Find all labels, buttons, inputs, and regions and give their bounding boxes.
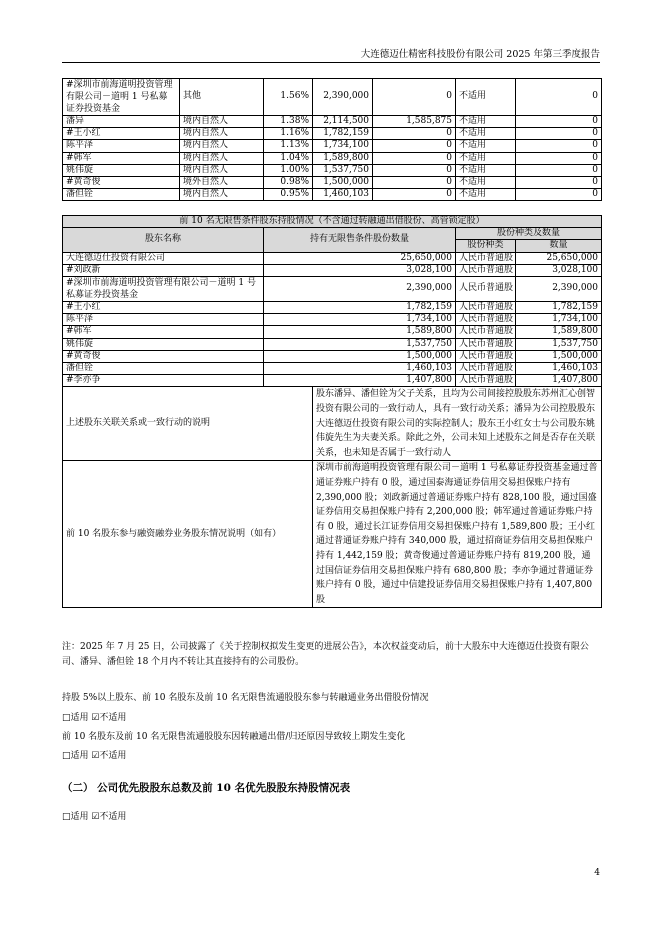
note-text: 注：2025 年 7 月 25 日，公司披露了《关于控制权拟发生变更的进展公告》，本次权益变动后，前十大股东中大连德迈仕投资有限公司、潘异、潘但铨 18 个月内不转让其直接持有的公司股份。 <box>62 642 589 667</box>
table-row <box>63 128 602 140</box>
unrestricted-share-qty: 25,650,000 <box>516 252 602 264</box>
unrestricted-holders-table <box>62 215 602 608</box>
unrestricted-holder-name: #王小红 <box>63 302 264 314</box>
table-row <box>63 350 602 362</box>
holder-shares: 1,734,100 <box>313 140 373 152</box>
holder-name: #黄奇俊 <box>63 177 180 189</box>
holder-name: #韩军 <box>63 152 180 164</box>
table-row <box>63 152 602 164</box>
unrestricted-share-qty: 3,028,100 <box>516 264 602 276</box>
unrestricted-share-type: 人民币普通股 <box>456 277 516 302</box>
holder-restricted: 0 <box>373 189 456 201</box>
holder-restricted: 0 <box>373 177 456 189</box>
checkbox-choice-2: □适用 ☑不适用 <box>62 751 127 761</box>
table-row <box>63 302 602 314</box>
holder-status: 不适用 <box>456 79 516 116</box>
margin-trading-label: 前 10 名股东参与融资融券业务股东情况说明（如有） <box>63 461 313 608</box>
unrestricted-share-qty: 1,782,159 <box>516 302 602 314</box>
holder-name: 潘异 <box>63 116 180 128</box>
holder-restricted: 0 <box>373 140 456 152</box>
holder-qty: 0 <box>516 116 602 128</box>
unrestricted-holder-shares: 2,390,000 <box>264 277 456 302</box>
holder-shares: 2,114,500 <box>313 116 373 128</box>
holder-name: 姚伟旋 <box>63 164 180 176</box>
section-title-preferred: （二） 公司优先股股东总数及前 10 名优先股股东持股情况表 <box>62 782 351 794</box>
holder-qty: 0 <box>516 140 602 152</box>
holder-pct: 1.16% <box>264 128 313 140</box>
table-row <box>63 264 602 276</box>
unrestricted-share-type: 人民币普通股 <box>456 314 516 326</box>
holder-nature: 境内自然人 <box>180 140 264 152</box>
unrestricted-share-type: 人民币普通股 <box>456 264 516 276</box>
holder-pct: 0.98% <box>264 177 313 189</box>
holder-nature: 其他 <box>180 79 264 116</box>
margin-trading-text: 深圳市前海道明投资管理有限公司－道明 1 号私募证券投资基金通过普通证券账户持有 0 股，通过国泰海通证券信用交易担保账户持有 2,390,000 股；刘政新通过普通证券账户持有 828,100 股，通过国盛证券信用交易担保账户持有 2,200,000 股；韩军通过普通证券账户持有 0 股，通过长江证券信用交易担保账户持有 1,589,800 股；王小红通过普通证券账户持有 340,000 股，通过招商证券信用交易担保账户持有 1,442,159 股；黄奇俊通过普通证券账户持有 819,200 股，通过国信证券信用交易担保账户持有 680,800 股；李亦争通过普通证券账户持有 0 股，通过中信建投证券信用交易担保账户持有 1,407,800 股 <box>313 461 602 608</box>
unrestricted-holder-shares: 1,407,800 <box>264 375 456 387</box>
unrestricted-share-type: 人民币普通股 <box>456 338 516 350</box>
table-row <box>63 140 602 152</box>
unrestricted-holder-name: 大连德迈仕投资有限公司 <box>63 252 264 264</box>
holder-restricted: 1,585,875 <box>373 116 456 128</box>
header-divider <box>62 62 600 63</box>
unrestricted-share-type: 人民币普通股 <box>456 350 516 362</box>
holder-shares: 1,460,103 <box>313 189 373 201</box>
col-header-type: 股份种类 <box>456 240 516 252</box>
holder-qty: 0 <box>516 152 602 164</box>
holder-pct: 1.38% <box>264 116 313 128</box>
unrestricted-holder-name: #黄奇俊 <box>63 350 264 362</box>
unrestricted-holder-shares: 25,650,000 <box>264 252 456 264</box>
unrestricted-share-type: 人民币普通股 <box>456 375 516 387</box>
holder-qty: 0 <box>516 189 602 201</box>
page-number: 4 <box>594 868 600 878</box>
col-header-type-group: 股份种类及数量 <box>456 228 602 240</box>
relation-text: 股东潘异、潘但铨为父子关系，且均为公司间接控股股东苏州汇心创智投资有限公司的一致行动人，具有一致行动关系；潘异为公司控股股东大连德迈仕投资有限公司的实际控制人；股东王小红女士与公司股东姚伟旋先生为夫妻关系。除此之外，公司未知上述股东之间是否存在关联关系，也未知是否属于一致行动人 <box>313 387 602 461</box>
holder-qty: 0 <box>516 79 602 116</box>
holder-status: 不适用 <box>456 140 516 152</box>
holder-nature: 境内自然人 <box>180 116 264 128</box>
holder-name: 陈平泽 <box>63 140 180 152</box>
unrestricted-share-qty: 1,407,800 <box>516 375 602 387</box>
checkbox-choice-1: □适用 ☑不适用 <box>62 713 127 723</box>
top-holders-table <box>62 78 602 201</box>
unrestricted-holder-shares: 1,500,000 <box>264 350 456 362</box>
unrestricted-holder-name: 潘但铨 <box>63 363 264 375</box>
table-row <box>63 189 602 201</box>
table-row <box>63 314 602 326</box>
table-row <box>63 252 602 264</box>
page-header: 大连德迈仕精密科技股份有限公司 2025 年第三季度报告 <box>360 49 600 60</box>
holder-shares: 1,589,800 <box>313 152 373 164</box>
holder-shares: 2,390,000 <box>313 79 373 116</box>
holder-pct: 1.04% <box>264 152 313 164</box>
unrestricted-holder-name: #刘政新 <box>63 264 264 276</box>
table-row <box>63 326 602 338</box>
holder-status: 不适用 <box>456 164 516 176</box>
holder-nature: 境内自然人 <box>180 152 264 164</box>
unrestricted-share-type: 人民币普通股 <box>456 326 516 338</box>
holder-pct: 1.00% <box>264 164 313 176</box>
holder-status: 不适用 <box>456 177 516 189</box>
unrestricted-holder-shares: 1,782,159 <box>264 302 456 314</box>
unrestricted-share-qty: 1,500,000 <box>516 350 602 362</box>
holder-restricted: 0 <box>373 79 456 116</box>
holder-name: #深圳市前海道明投资管理有限公司－道明 1 号私募证券投资基金 <box>63 79 180 116</box>
table-row <box>63 338 602 350</box>
col-header-shares: 持有无限售条件股份数量 <box>264 228 456 252</box>
col-header-qty: 数量 <box>516 240 602 252</box>
table-row <box>63 177 602 189</box>
holder-qty: 0 <box>516 177 602 189</box>
unrestricted-holder-name: 陈平泽 <box>63 314 264 326</box>
holder-qty: 0 <box>516 164 602 176</box>
table-row <box>63 116 602 128</box>
holder-nature: 境外自然人 <box>180 177 264 189</box>
unrestricted-share-qty: 2,390,000 <box>516 277 602 302</box>
unrestricted-share-type: 人民币普通股 <box>456 252 516 264</box>
table-row <box>63 164 602 176</box>
holder-qty: 0 <box>516 128 602 140</box>
unrestricted-share-type: 人民币普通股 <box>456 363 516 375</box>
unrestricted-holder-name: 姚伟旋 <box>63 338 264 350</box>
holder-shares: 1,537,750 <box>313 164 373 176</box>
table-row <box>63 79 602 116</box>
holder-shares: 1,500,000 <box>313 177 373 189</box>
holder-nature: 境内自然人 <box>180 164 264 176</box>
unrestricted-holder-name: #深圳市前海道明投资管理有限公司－道明 1 号私募证券投资基金 <box>63 277 264 302</box>
holder-status: 不适用 <box>456 189 516 201</box>
table-row <box>63 363 602 375</box>
checkbox-choice-3: □适用 ☑不适用 <box>62 812 127 822</box>
unrestricted-share-qty: 1,734,100 <box>516 314 602 326</box>
unrestricted-share-qty: 1,589,800 <box>516 326 602 338</box>
unrestricted-holder-name: #李亦争 <box>63 375 264 387</box>
holder-pct: 1.13% <box>264 140 313 152</box>
unrestricted-holder-shares: 1,460,103 <box>264 363 456 375</box>
unrestricted-holder-name: #韩军 <box>63 326 264 338</box>
holder-status: 不适用 <box>456 128 516 140</box>
unrestricted-share-qty: 1,460,103 <box>516 363 602 375</box>
unrestricted-share-qty: 1,537,750 <box>516 338 602 350</box>
holder-restricted: 0 <box>373 164 456 176</box>
unrestricted-share-type: 人民币普通股 <box>456 302 516 314</box>
holder-restricted: 0 <box>373 128 456 140</box>
unrestricted-holder-shares: 1,589,800 <box>264 326 456 338</box>
holder-nature: 境内自然人 <box>180 189 264 201</box>
col-header-name: 股东名称 <box>63 228 264 252</box>
paragraph-lending: 持股 5%以上股东、前 10 名股东及前 10 名无限售流通股股东参与转融通业务出借股份情况 <box>62 693 429 703</box>
holder-name: #王小红 <box>63 128 180 140</box>
table-row <box>63 277 602 302</box>
holder-name: 潘但铨 <box>63 189 180 201</box>
holder-shares: 1,782,159 <box>313 128 373 140</box>
unrestricted-holder-shares: 1,734,100 <box>264 314 456 326</box>
paragraph-change: 前 10 名股东及前 10 名无限售流通股股东因转融通出借/归还原因导致较上期发生变化 <box>62 732 406 742</box>
holder-pct: 1.56% <box>264 79 313 116</box>
unrestricted-holder-shares: 3,028,100 <box>264 264 456 276</box>
unrestricted-holder-shares: 1,537,750 <box>264 338 456 350</box>
relation-label: 上述股东关联关系或一致行动的说明 <box>63 387 313 461</box>
unrestricted-section-title: 前 10 名无限售条件股东持股情况（不含通过转融通出借股份、高管锁定股） <box>63 216 602 228</box>
table-row <box>63 375 602 387</box>
holder-status: 不适用 <box>456 116 516 128</box>
holder-nature: 境内自然人 <box>180 128 264 140</box>
holder-restricted: 0 <box>373 152 456 164</box>
holder-status: 不适用 <box>456 152 516 164</box>
holder-pct: 0.95% <box>264 189 313 201</box>
